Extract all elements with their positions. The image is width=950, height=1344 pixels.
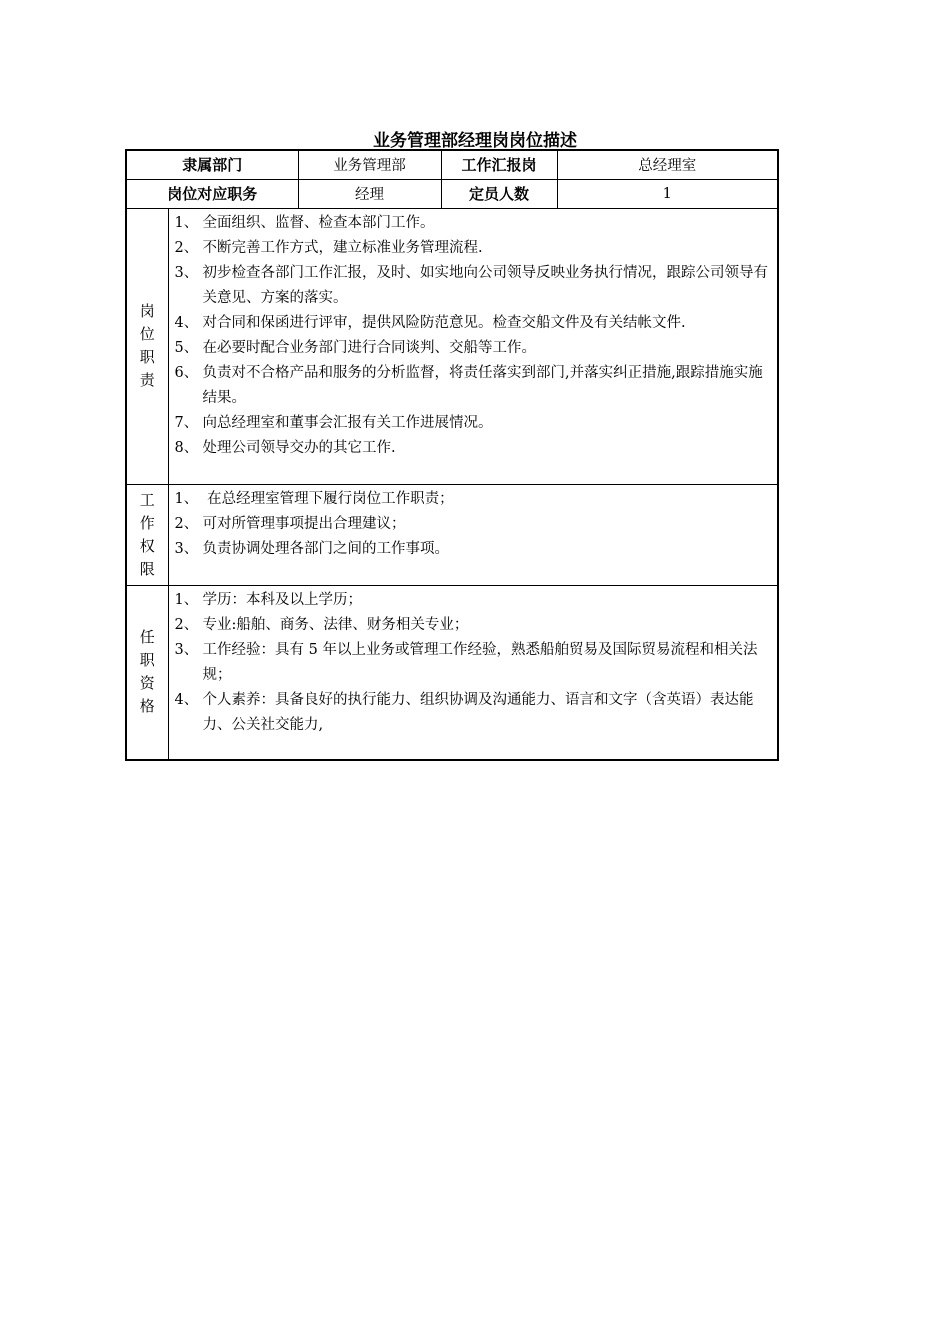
position-value: 经理 <box>298 179 441 208</box>
list-item: 2、 可对所管理事项提出合理建议； <box>174 515 406 532</box>
report-value: 总经理室 <box>557 150 778 179</box>
header-row-1 <box>126 150 778 179</box>
list-item: 7、 向总经理室和董事会汇报有关工作进展情况。 <box>174 414 493 431</box>
duties-section-label: 岗 位 职 责 <box>126 208 168 484</box>
list-item: 6、 负责对不合格产品和服务的分析监督，将责任落实到部门,并落实纠正措施,跟踪措施实施结果。 <box>174 364 763 406</box>
qualifications-section-label: 任 职 资 格 <box>126 585 168 760</box>
list-item: 2、 专业:船舶、商务、法律、财务相关专业； <box>174 616 469 633</box>
list-item: 3、 工作经验：具有 5 年以上业务或管理工作经验，熟悉船舶贸易及国际贸易流程和相关法规； <box>174 641 758 683</box>
headcount-value: 1 <box>557 179 778 208</box>
authority-section-label: 工 作 权 限 <box>126 484 168 585</box>
list-item: 1、 学历：本科及以上学历； <box>174 591 362 608</box>
dept-label: 隶属部门 <box>126 150 298 179</box>
dept-value: 业务管理部 <box>298 150 441 179</box>
page-title: 业务管理部经理岗岗位描述 <box>373 131 577 151</box>
list-item: 3、 负责协调处理各部门之间的工作事项。 <box>174 540 449 557</box>
list-item: 1、 在总经理室管理下履行岗位工作职责； <box>174 490 454 507</box>
header-row-2 <box>126 179 778 208</box>
job-description-table <box>125 149 779 761</box>
list-item: 1、 全面组织、监督、检查本部门工作。 <box>174 214 435 231</box>
list-item: 4、 对合同和保函进行评审，提供风险防范意见。检查交船文件及有关结帐文件. <box>174 314 686 331</box>
authority-row <box>126 484 778 585</box>
list-item: 3、 初步检查各部门工作汇报，及时、如实地向公司领导反映业务执行情况，跟踪公司领导有关意见、方案的落实。 <box>174 264 768 306</box>
duties-row <box>126 208 778 484</box>
report-label: 工作汇报岗 <box>441 150 557 179</box>
list-item: 4、 个人素养：具备良好的执行能力、组织协调及沟通能力、语言和文字（含英语）表达能力、公关社交能力, <box>174 691 754 733</box>
headcount-label: 定员人数 <box>441 179 557 208</box>
qualifications-row <box>126 585 778 760</box>
authority-list <box>168 484 778 585</box>
list-item: 5、 在必要时配合业务部门进行合同谈判、交船等工作。 <box>174 339 536 356</box>
duties-list <box>168 208 778 484</box>
position-label: 岗位对应职务 <box>126 179 298 208</box>
list-item: 2、 不断完善工作方式，建立标准业务管理流程. <box>174 239 483 256</box>
list-item: 8、 处理公司领导交办的其它工作. <box>174 439 396 456</box>
qualifications-list <box>168 585 778 760</box>
